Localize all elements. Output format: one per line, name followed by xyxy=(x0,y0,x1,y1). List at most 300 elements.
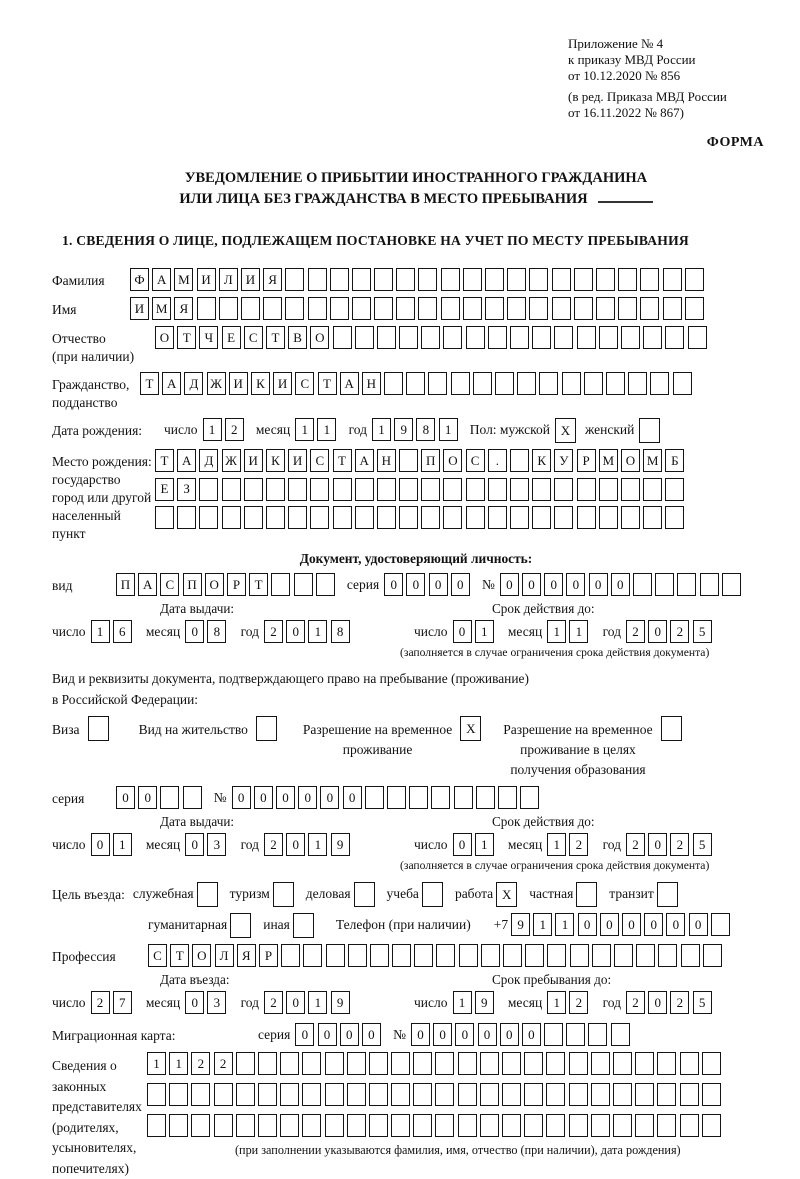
char-cell: 1 xyxy=(372,418,391,441)
char-cell: 5 xyxy=(693,833,712,856)
char-cell xyxy=(621,478,640,501)
char-cell xyxy=(177,506,196,529)
passport-issue-year-cells xyxy=(264,620,353,643)
char-cell xyxy=(441,268,460,291)
char-cell: 0 xyxy=(298,786,317,809)
entry-purpose-label: Цель въезда: xyxy=(52,882,125,904)
char-cell: 2 xyxy=(670,991,689,1014)
char-cell xyxy=(480,1083,499,1106)
passport-valid-until-label: Срок действия до: xyxy=(492,601,595,617)
char-cell: К xyxy=(251,372,270,395)
char-cell: Т xyxy=(170,944,189,967)
char-cell xyxy=(554,478,573,501)
char-cell: 0 xyxy=(611,573,630,596)
char-cell xyxy=(677,573,696,596)
char-cell xyxy=(258,1052,277,1075)
char-cell xyxy=(554,326,573,349)
char-cell xyxy=(570,944,589,967)
char-cell xyxy=(466,506,485,529)
char-cell xyxy=(288,478,307,501)
char-cell: 0 xyxy=(276,786,295,809)
mc-number-cells xyxy=(411,1023,633,1046)
temp-residence-label xyxy=(303,716,452,760)
char-cell: А xyxy=(355,449,374,472)
char-cell xyxy=(418,268,437,291)
char-cell xyxy=(303,944,322,967)
char-cell xyxy=(310,506,329,529)
char-cell: 0 xyxy=(566,573,585,596)
char-cell: 9 xyxy=(475,991,494,1014)
char-cell xyxy=(281,944,300,967)
char-cell xyxy=(606,372,625,395)
char-cell: П xyxy=(421,449,440,472)
char-cell: 0 xyxy=(320,786,339,809)
temp-residence-edu-item xyxy=(503,716,681,780)
month-label: месяц xyxy=(508,833,542,853)
purpose-other-checkbox xyxy=(293,913,314,938)
char-cell: 0 xyxy=(411,1023,430,1046)
char-cell xyxy=(502,1114,521,1137)
year-label: год xyxy=(241,620,259,640)
char-cell xyxy=(488,478,507,501)
char-cell xyxy=(639,418,660,443)
char-cell xyxy=(643,326,662,349)
char-cell: И xyxy=(273,372,292,395)
char-cell xyxy=(294,573,313,596)
char-cell: 0 xyxy=(500,1023,519,1046)
legal-reps-label-line4: (родителях, xyxy=(52,1118,147,1139)
char-cell xyxy=(377,478,396,501)
char-cell: 1 xyxy=(308,833,327,856)
char-cell xyxy=(454,786,473,809)
char-cell xyxy=(441,297,460,320)
char-cell xyxy=(665,478,684,501)
entry-date-label: Дата въезда: xyxy=(160,972,230,988)
char-cell xyxy=(480,1114,499,1137)
residence-doc-line1: Вид и реквизиты документа, подтверждающего право на пребывание (проживание) xyxy=(52,668,780,689)
char-cell xyxy=(266,478,285,501)
char-cell: О xyxy=(621,449,640,472)
char-cell xyxy=(285,297,304,320)
char-cell xyxy=(611,1023,630,1046)
char-cell xyxy=(421,326,440,349)
char-cell: Р xyxy=(259,944,278,967)
char-cell xyxy=(435,1083,454,1106)
purpose-transit-label: транзит xyxy=(609,882,654,902)
char-cell: 2 xyxy=(670,833,689,856)
char-cell xyxy=(680,1083,699,1106)
char-cell xyxy=(577,506,596,529)
char-cell: Я xyxy=(263,268,282,291)
char-cell: 0 xyxy=(91,833,110,856)
char-cell xyxy=(374,268,393,291)
patronymic-label-line2: (при наличии) xyxy=(52,348,155,366)
char-cell: С xyxy=(160,573,179,596)
char-cell: Р xyxy=(227,573,246,596)
char-cell xyxy=(588,1023,607,1046)
birthplace-label-line1: Место рождения: xyxy=(52,453,155,471)
identity-doc-type-field xyxy=(52,573,780,596)
char-cell: 8 xyxy=(416,418,435,441)
form-title-line2: ИЛИ ЛИЦА БЕЗ ГРАЖДАНСТВА В МЕСТО ПРЕБЫВАНИЯ xyxy=(179,191,587,207)
migration-card-label: Миграционная карта: xyxy=(52,1023,210,1045)
char-cell xyxy=(325,1083,344,1106)
char-cell xyxy=(214,1114,233,1137)
stay-until-label: Срок пребывания до: xyxy=(492,972,611,988)
char-cell xyxy=(488,506,507,529)
char-cell xyxy=(326,944,345,967)
char-cell xyxy=(613,1114,632,1137)
char-cell: 5 xyxy=(693,991,712,1014)
char-cell: 0 xyxy=(522,1023,541,1046)
purpose-humanitarian-checkbox xyxy=(230,913,251,938)
char-cell: 2 xyxy=(225,418,244,441)
char-cell: Б xyxy=(665,449,684,472)
char-cell xyxy=(435,1114,454,1137)
char-cell xyxy=(431,786,450,809)
char-cell xyxy=(688,326,707,349)
char-cell: Д xyxy=(199,449,218,472)
passport-series-label: серия xyxy=(347,573,379,593)
char-cell: 2 xyxy=(626,833,645,856)
char-cell: 0 xyxy=(453,833,472,856)
char-cell: 1 xyxy=(555,913,574,936)
char-cell xyxy=(507,268,526,291)
char-cell xyxy=(370,944,389,967)
char-cell: И xyxy=(130,297,149,320)
rvp-issue-date-label: Дата выдачи: xyxy=(160,814,234,830)
char-cell: 9 xyxy=(394,418,413,441)
rvp-number-sign: № xyxy=(214,786,227,806)
char-cell xyxy=(503,944,522,967)
passport-dates-row xyxy=(52,620,780,643)
char-cell xyxy=(355,506,374,529)
form-title-line1: УВЕДОМЛЕНИЕ О ПРИБЫТИИ ИНОСТРАННОГО ГРАЖДАНИНА xyxy=(52,168,780,189)
char-cell xyxy=(169,1114,188,1137)
purpose-business-label: деловая xyxy=(306,882,351,902)
char-cell xyxy=(596,268,615,291)
char-cell xyxy=(197,882,218,907)
phone-label: Телефон (при наличии) xyxy=(336,913,471,933)
char-cell: 0 xyxy=(478,1023,497,1046)
passport-number-sign: № xyxy=(482,573,495,593)
doc-type-label: вид xyxy=(52,573,116,595)
char-cell: О xyxy=(205,573,224,596)
char-cell xyxy=(466,478,485,501)
char-cell xyxy=(613,1083,632,1106)
citizenship-label xyxy=(52,372,140,412)
char-cell: О xyxy=(310,326,329,349)
char-cell xyxy=(722,573,741,596)
char-cell: 0 xyxy=(406,573,425,596)
surname-field xyxy=(52,268,780,291)
char-cell xyxy=(547,944,566,967)
temp-residence-edu-label-line2: проживание в целях xyxy=(503,740,652,760)
char-cell xyxy=(507,297,526,320)
char-cell xyxy=(244,478,263,501)
sex-female-label: женский xyxy=(585,418,634,438)
char-cell: В xyxy=(288,326,307,349)
passport-type-cells xyxy=(116,573,338,596)
char-cell xyxy=(435,1052,454,1075)
char-cell xyxy=(702,1114,721,1137)
stay-until-date xyxy=(414,991,726,1014)
char-cell xyxy=(258,1083,277,1106)
char-cell xyxy=(520,786,539,809)
char-cell: И xyxy=(241,268,260,291)
char-cell xyxy=(539,372,558,395)
char-cell: 5 xyxy=(693,620,712,643)
char-cell: М xyxy=(643,449,662,472)
char-cell: 7 xyxy=(113,991,132,1014)
month-label: месяц xyxy=(146,620,180,640)
legal-reps-field xyxy=(52,1052,780,1179)
char-cell xyxy=(544,1023,563,1046)
entry-day-cells xyxy=(91,991,135,1014)
month-label: месяц xyxy=(146,991,180,1011)
birthplace-label-line3: город или другой xyxy=(52,489,155,507)
char-cell: Л xyxy=(215,944,234,967)
char-cell: И xyxy=(229,372,248,395)
char-cell: П xyxy=(116,573,135,596)
char-cell xyxy=(387,786,406,809)
day-label: число xyxy=(52,991,86,1011)
char-cell: Н xyxy=(377,449,396,472)
char-cell xyxy=(396,297,415,320)
char-cell xyxy=(643,506,662,529)
char-cell xyxy=(333,326,352,349)
char-cell xyxy=(502,1083,521,1106)
char-cell xyxy=(524,1114,543,1137)
temp-residence-edu-label-line3: получения образования xyxy=(503,760,652,780)
char-cell xyxy=(222,506,241,529)
char-cell xyxy=(510,478,529,501)
char-cell xyxy=(466,326,485,349)
char-cell: Ж xyxy=(222,449,241,472)
char-cell xyxy=(436,944,455,967)
char-cell: 0 xyxy=(340,1023,359,1046)
char-cell xyxy=(199,478,218,501)
passport-issue-month-cells xyxy=(185,620,229,643)
char-cell: Т xyxy=(177,326,196,349)
legal-reps-row3-cells xyxy=(147,1114,724,1137)
residence-permit-checkbox xyxy=(256,716,277,741)
char-cell: 2 xyxy=(569,833,588,856)
char-cell: 9 xyxy=(331,833,350,856)
char-cell: 2 xyxy=(626,991,645,1014)
char-cell xyxy=(330,297,349,320)
mc-number-sign: № xyxy=(393,1023,406,1043)
purpose-private-label: частная xyxy=(529,882,573,902)
purpose-work-checkbox xyxy=(496,882,517,907)
legal-reps-label xyxy=(52,1052,147,1179)
char-cell xyxy=(476,786,495,809)
char-cell xyxy=(160,786,179,809)
char-cell: А xyxy=(177,449,196,472)
char-cell: 1 xyxy=(453,991,472,1014)
day-label: число xyxy=(414,833,448,853)
char-cell xyxy=(599,506,618,529)
char-cell xyxy=(657,1083,676,1106)
char-cell: С xyxy=(466,449,485,472)
char-cell xyxy=(414,944,433,967)
purpose-tourism-label: туризм xyxy=(230,882,270,902)
char-cell xyxy=(354,882,375,907)
profession-label: Профессия xyxy=(52,944,148,966)
char-cell xyxy=(347,1052,366,1075)
name-cells xyxy=(130,297,707,320)
char-cell xyxy=(451,372,470,395)
char-cell: 0 xyxy=(286,620,305,643)
char-cell: 0 xyxy=(343,786,362,809)
char-cell: 0 xyxy=(433,1023,452,1046)
day-label: число xyxy=(414,620,448,640)
char-cell: 9 xyxy=(511,913,530,936)
char-cell xyxy=(643,478,662,501)
char-cell xyxy=(569,1083,588,1106)
char-cell: 3 xyxy=(207,991,226,1014)
char-cell: С xyxy=(295,372,314,395)
char-cell xyxy=(621,326,640,349)
year-label: год xyxy=(241,991,259,1011)
stay-day-cells xyxy=(453,991,497,1014)
char-cell xyxy=(155,506,174,529)
char-cell xyxy=(703,944,722,967)
residence-doc-checkboxes xyxy=(52,716,780,780)
purpose-humanitarian-label: гуманитарная xyxy=(148,913,227,933)
rvp-valid-until-date xyxy=(414,833,726,856)
residence-permit-item xyxy=(139,716,277,741)
char-cell xyxy=(443,326,462,349)
char-cell: X xyxy=(555,418,576,443)
stay-year-cells xyxy=(626,991,715,1014)
purpose-study-checkbox xyxy=(422,882,443,907)
char-cell xyxy=(406,372,425,395)
rvp-series-field xyxy=(52,786,780,809)
char-cell xyxy=(681,944,700,967)
char-cell: 0 xyxy=(622,913,641,936)
char-cell: 2 xyxy=(626,620,645,643)
rvp-issue-day-cells xyxy=(91,833,135,856)
char-cell xyxy=(591,1114,610,1137)
char-cell xyxy=(263,297,282,320)
char-cell xyxy=(463,297,482,320)
char-cell xyxy=(391,1052,410,1075)
legal-reps-row1-cells xyxy=(147,1052,724,1075)
char-cell xyxy=(241,297,260,320)
char-cell: Я xyxy=(174,297,193,320)
char-cell xyxy=(183,786,202,809)
amendment-line-2: от 16.11.2022 № 867) xyxy=(568,105,784,121)
char-cell: 0 xyxy=(185,833,204,856)
purpose-other-label: иная xyxy=(263,913,290,933)
purpose-work-label: работа xyxy=(455,882,493,902)
char-cell: 0 xyxy=(362,1023,381,1046)
form-label: ФОРМА xyxy=(52,135,780,151)
char-cell: Ф xyxy=(130,268,149,291)
char-cell xyxy=(621,506,640,529)
char-cell xyxy=(285,268,304,291)
char-cell xyxy=(618,297,637,320)
char-cell: 0 xyxy=(232,786,251,809)
birthplace-row1-cells xyxy=(155,449,688,472)
char-cell xyxy=(421,506,440,529)
char-cell xyxy=(280,1083,299,1106)
char-cell xyxy=(613,1052,632,1075)
char-cell xyxy=(302,1083,321,1106)
char-cell: 1 xyxy=(169,1052,188,1075)
char-cell: 0 xyxy=(254,786,273,809)
char-cell xyxy=(488,326,507,349)
char-cell xyxy=(236,1052,255,1075)
char-cell xyxy=(365,786,384,809)
passport-issue-date xyxy=(52,620,414,643)
char-cell xyxy=(377,506,396,529)
char-cell: X xyxy=(496,882,517,907)
entry-year-cells xyxy=(264,991,353,1014)
char-cell: 0 xyxy=(295,1023,314,1046)
char-cell: Т xyxy=(155,449,174,472)
passport-valid-year-cells xyxy=(626,620,715,643)
mc-series-label: серия xyxy=(258,1023,290,1043)
char-cell xyxy=(256,716,277,741)
char-cell: 1 xyxy=(308,620,327,643)
sex-male-label: Пол: мужской xyxy=(470,418,550,438)
char-cell: И xyxy=(244,449,263,472)
residence-permit-label: Вид на жительство xyxy=(139,716,248,740)
migration-card-field xyxy=(52,1023,780,1046)
birthplace-row3-cells xyxy=(155,506,688,529)
char-cell xyxy=(391,1083,410,1106)
char-cell: М xyxy=(174,268,193,291)
char-cell: Е xyxy=(155,478,174,501)
month-label: месяц xyxy=(508,991,542,1011)
char-cell xyxy=(546,1114,565,1137)
char-cell xyxy=(577,478,596,501)
birth-date-label: Дата рождения: xyxy=(52,418,164,440)
char-cell xyxy=(562,372,581,395)
passport-dates-block xyxy=(52,601,780,659)
char-cell xyxy=(532,326,551,349)
char-cell: Т xyxy=(333,449,352,472)
rvp-valid-day-cells xyxy=(453,833,497,856)
char-cell: А xyxy=(162,372,181,395)
char-cell xyxy=(636,944,655,967)
char-cell: Д xyxy=(184,372,203,395)
char-cell xyxy=(663,268,682,291)
char-cell xyxy=(665,506,684,529)
rvp-valid-month-cells xyxy=(547,833,591,856)
char-cell xyxy=(525,944,544,967)
char-cell xyxy=(352,268,371,291)
char-cell xyxy=(374,297,393,320)
char-cell xyxy=(347,1114,366,1137)
profession-cells xyxy=(148,944,725,967)
char-cell: 2 xyxy=(91,991,110,1014)
char-cell xyxy=(325,1114,344,1137)
char-cell: О xyxy=(443,449,462,472)
legal-reps-note: (при заполнении указываются фамилия, имя, отчество (при наличии), дата рождения) xyxy=(235,1143,724,1158)
char-cell: И xyxy=(288,449,307,472)
entry-dates-heads xyxy=(52,972,780,989)
char-cell: 0 xyxy=(318,1023,337,1046)
char-cell xyxy=(355,478,374,501)
birthplace-label-line4: населенный пункт xyxy=(52,507,155,543)
char-cell: Я xyxy=(237,944,256,967)
char-cell: С xyxy=(310,449,329,472)
char-cell: А xyxy=(152,268,171,291)
birthplace-label xyxy=(52,449,155,543)
